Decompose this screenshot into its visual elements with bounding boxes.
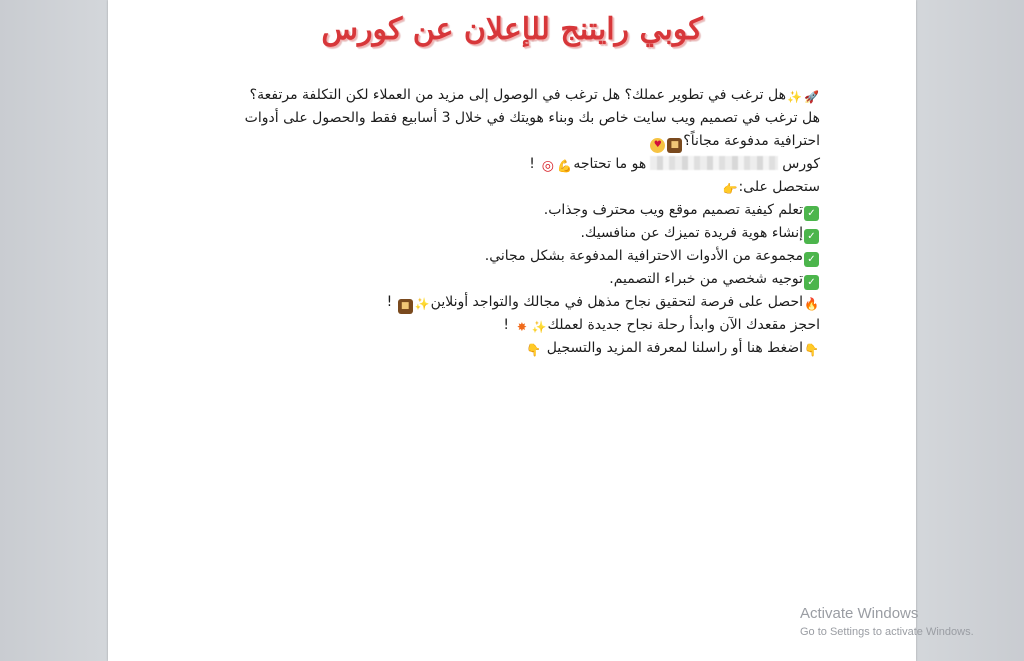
watermark-title: Activate Windows (800, 605, 919, 622)
star-icon: ✨ (414, 297, 430, 311)
blurred-course-name (650, 156, 778, 170)
check-icon: ✓ (804, 275, 819, 290)
activate-windows-watermark (800, 604, 974, 640)
body-line-8 (200, 245, 820, 268)
body-line-4 (200, 153, 820, 176)
document-title: كوبي رايتنج للإعلان عن كورس (321, 12, 703, 47)
fire-icon: 🔥 (804, 297, 819, 311)
target-icon: ◎ (541, 158, 554, 174)
body-line-6-text: تعلم كيفية تصميم موقع ويب محترف وجذاب. (543, 202, 803, 218)
body-line-3 (200, 130, 820, 153)
body-line-5 (200, 176, 820, 199)
body-line-12 (200, 337, 820, 360)
pointing-down-icon: 👇 (526, 343, 542, 357)
document-page (108, 0, 916, 661)
body-line-9 (200, 268, 820, 291)
body-line-3-text: احترافية مدفوعة مجاناً؟ (683, 133, 820, 149)
body-line-2-text: هل ترغب في تصميم ويب سايت خاص بك وبناء هويتك في خلال 3 أسابيع فقط والحصول على أدوات (244, 110, 820, 126)
body-line-1 (200, 84, 820, 107)
briefcase-icon: ■ (398, 299, 413, 314)
sparkle-icon: ✨ (531, 320, 547, 334)
briefcase-icon: ■ (667, 138, 682, 153)
check-icon: ✓ (804, 229, 819, 244)
rocket-icon: 🚀 (804, 90, 819, 104)
body-line-2 (200, 107, 820, 130)
body-line-9-text: توجيه شخصي من خبراء التصميم. (609, 271, 803, 287)
body-line-6 (200, 199, 820, 222)
check-icon: ✓ (804, 252, 819, 267)
body-line-1-text: هل ترغب في تطوير عملك؟ هل ترغب في الوصول إلى مزيد من العملاء لكن التكلفة مرتفعة؟ (249, 87, 786, 103)
document-body (200, 84, 820, 360)
sparkle-icon: ✨ (787, 90, 802, 104)
body-line-12-text: اضغط هنا أو راسلنا لمعرفة المزيد والتسجيل (546, 340, 803, 356)
burst-icon: ✸ (516, 320, 527, 334)
body-line-7-text: إنشاء هوية فريدة تميزك عن منافسيك. (580, 225, 803, 241)
body-line-10 (200, 291, 820, 314)
body-line-11-text: احجز مقعدك الآن وابدأ رحلة نجاح جديدة لعملك (547, 317, 820, 333)
pointing-hand-icon: 👉 (722, 182, 738, 196)
body-line-4-course-word: كورس (782, 156, 820, 172)
heart-eyes-icon: ♥ (650, 138, 665, 153)
body-line-10-trail: ! (386, 294, 393, 310)
check-icon: ✓ (804, 206, 819, 221)
body-line-7 (200, 222, 820, 245)
watermark-subtitle: Go to Settings to activate Windows. (800, 626, 974, 638)
body-line-4-trail: ! (529, 156, 535, 172)
body-line-5-text: ستحصل على: (738, 179, 820, 195)
body-line-4-text: هو ما تحتاجه (573, 156, 647, 172)
body-line-11 (200, 314, 820, 337)
body-line-11-trail: ! (503, 317, 509, 333)
body-line-8-text: مجموعة من الأدوات الاحترافية المدفوعة بشكل مجاني. (484, 248, 803, 264)
body-line-10-text: احصل على فرصة لتحقيق نجاح مذهل في مجالك والتواجد أونلاين (430, 294, 803, 310)
pointing-down-icon: 👇 (804, 343, 819, 357)
muscle-icon: 💪 (557, 159, 573, 173)
